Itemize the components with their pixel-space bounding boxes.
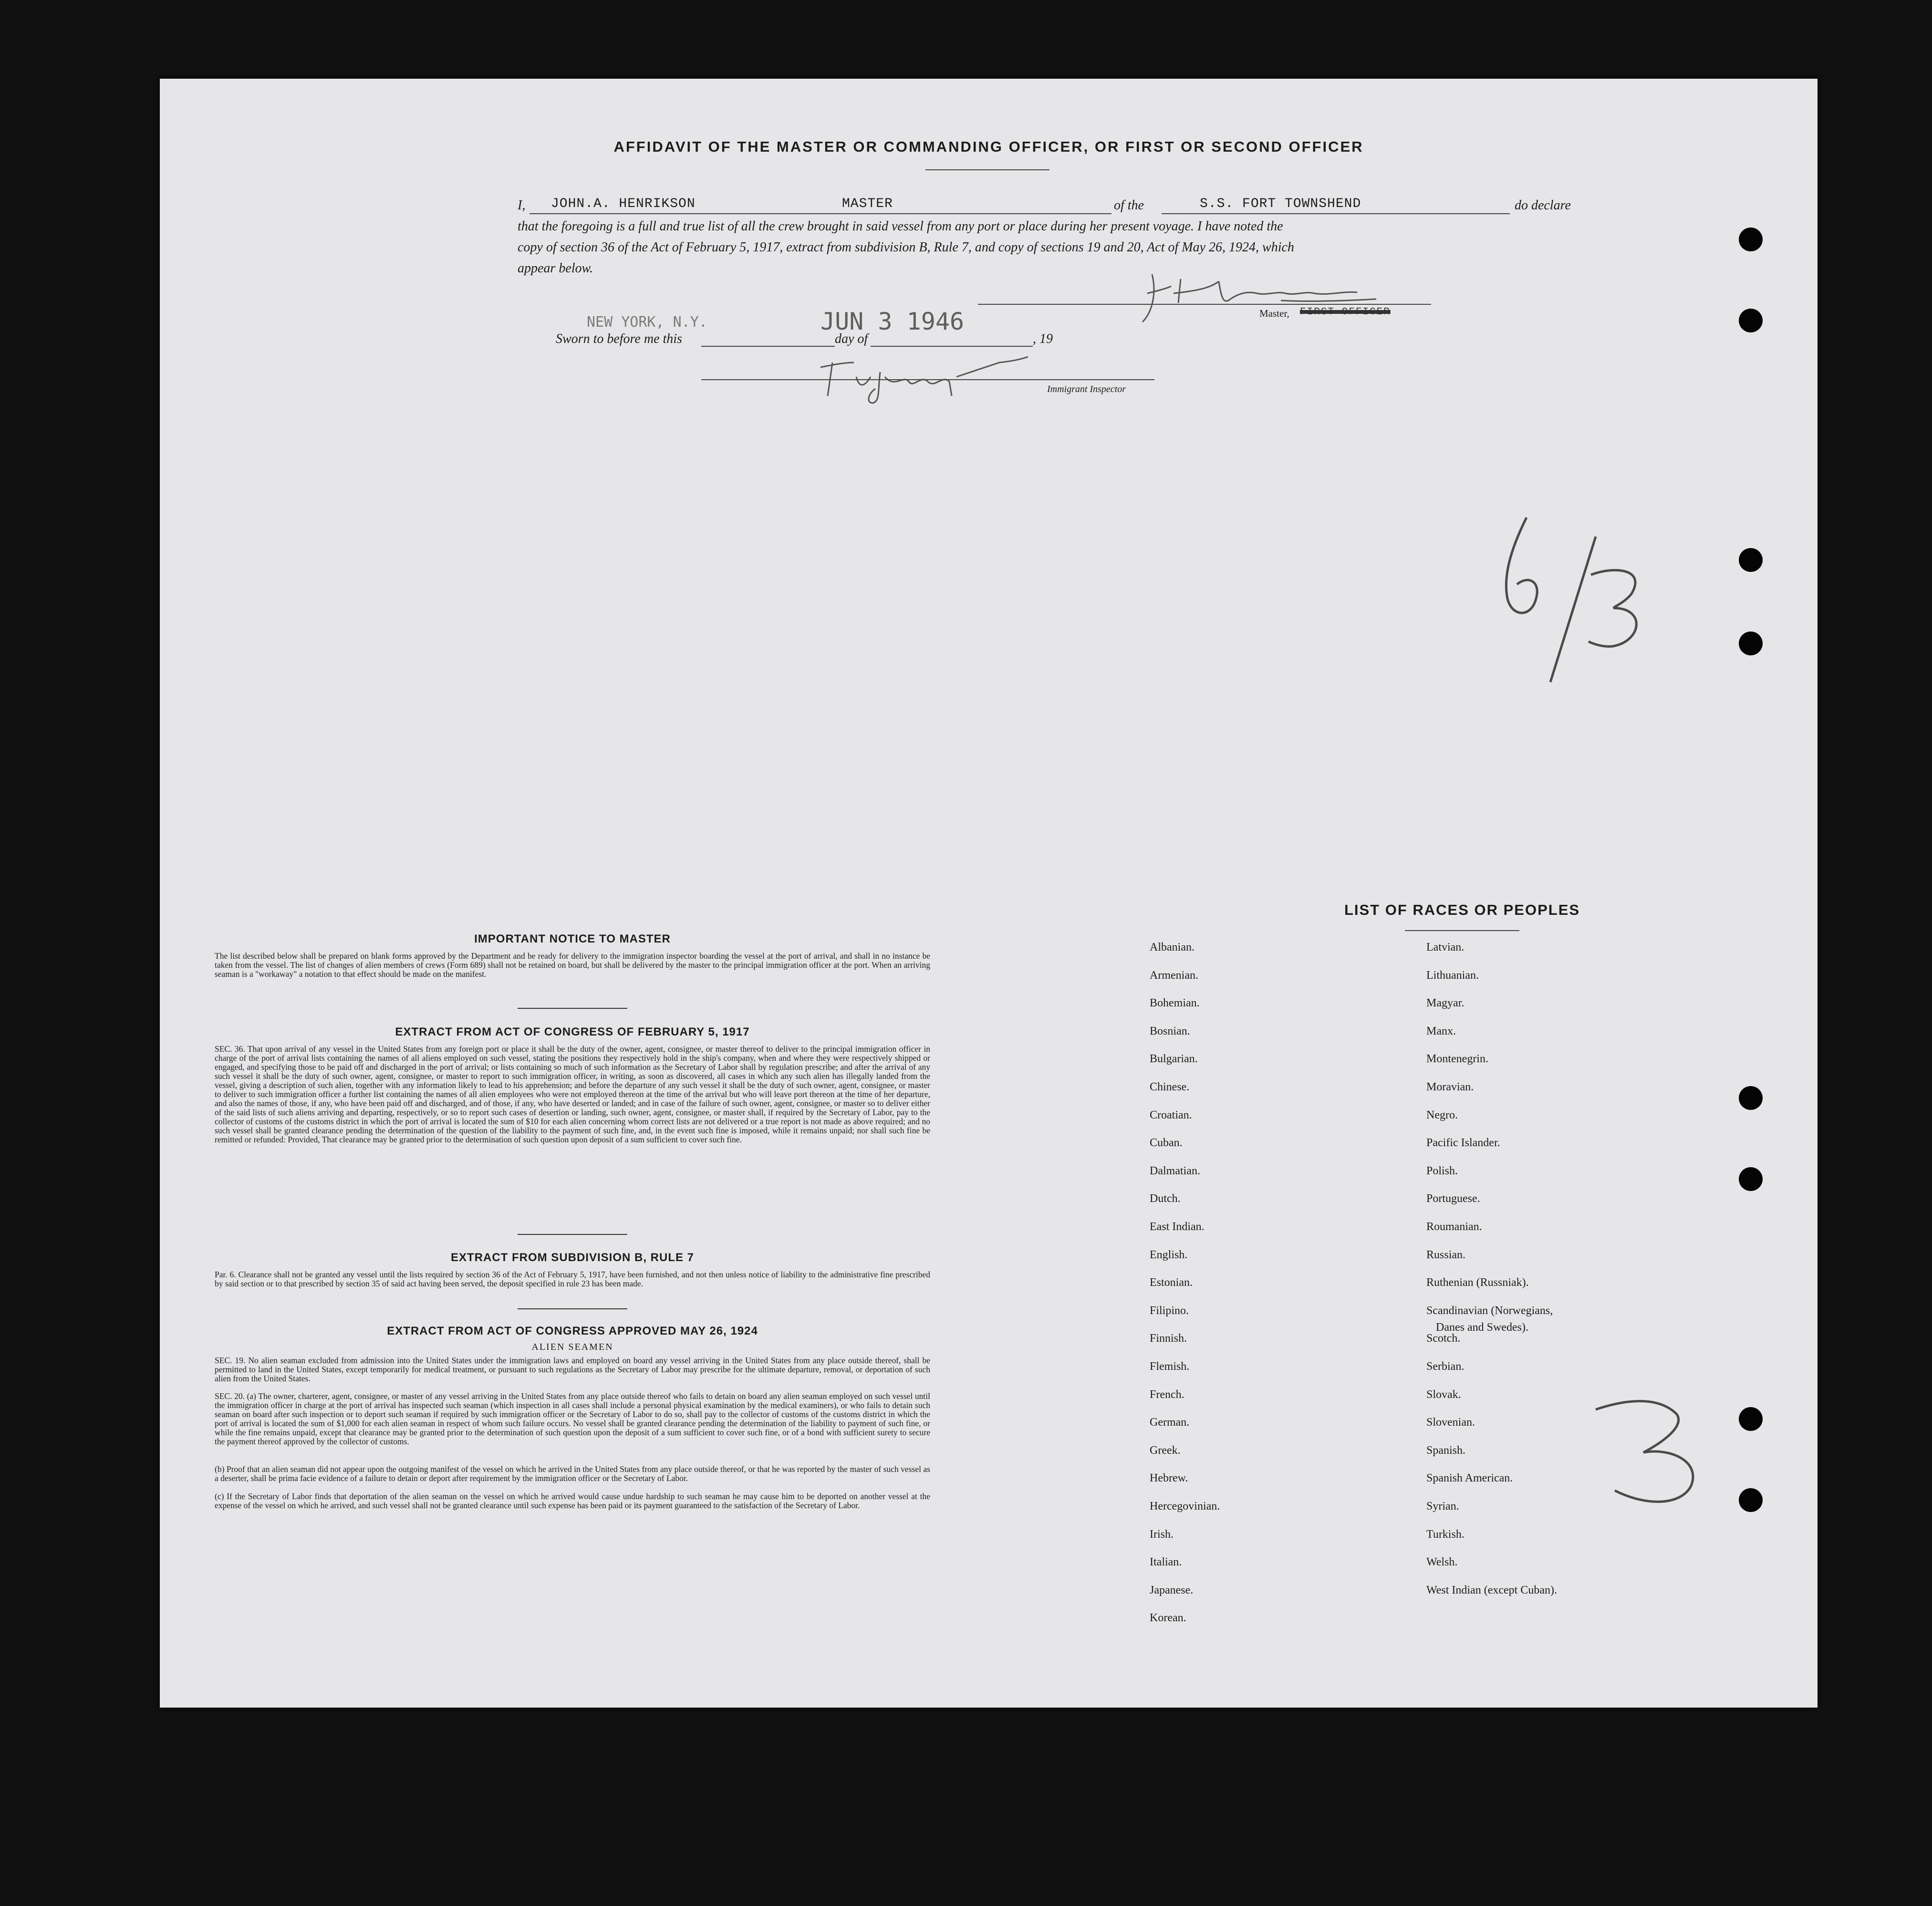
extract-1924-title: EXTRACT FROM ACT OF CONGRESS APPROVED MAY 26, 1924 (387, 1325, 758, 1337)
affidavit-title: AFFIDAVIT OF THE MASTER OR COMMANDING OFFICER, OR FIRST OR SECOND OFFICER (613, 138, 1364, 155)
race-item: Syrian. (1426, 1500, 1459, 1512)
race-item: Montenegrin. (1426, 1053, 1488, 1065)
race-item: Negro. (1426, 1109, 1458, 1121)
rule7-body: Par. 6. Clearance shall not be granted any vessel until the lists required by section 36 of the Act of February 5, 1917, have been furnished, and not then unless notice of liability to the administrative fine prescribed by said section or to that prescribed by section 35 of said act having been served, the deposit specified in rule 23 has been made. (215, 1270, 930, 1288)
race-item: Bohemian. (1150, 997, 1200, 1009)
affidavit-line-1: I, (518, 198, 526, 213)
race-item: Chinese. (1150, 1081, 1190, 1093)
race-item: Slovenian. (1426, 1416, 1475, 1429)
race-item: Slovak. (1426, 1388, 1461, 1401)
race-item: Manx. (1426, 1025, 1456, 1037)
race-item: Filipino. (1150, 1305, 1189, 1317)
vessel-underline (1162, 213, 1510, 214)
race-item: Irish. (1150, 1528, 1174, 1541)
page-fraction-annotation (1474, 498, 1674, 689)
race-item: French. (1150, 1388, 1184, 1401)
race-item: Portuguese. (1426, 1192, 1480, 1205)
section-19-body: SEC. 19. No alien seaman excluded from admission into the United States under the immigration laws and employed on board any vessel arriving in the United States from any place outside thereof, shall be permitted to land in the United States, except temporarily for medical treatment, or pursuant to such regulations as the Secretary of Labor may prescribe for the ultimate departure, removal, or deportation of such alien from the United States. (215, 1356, 930, 1383)
of-the-label: of the (1114, 198, 1144, 213)
punch-hole (1739, 228, 1763, 251)
race-item: Lithuanian. (1426, 969, 1479, 982)
race-item: Albanian. (1150, 941, 1195, 953)
separator (518, 1308, 627, 1309)
rule7-title: EXTRACT FROM SUBDIVISION B, RULE 7 (450, 1251, 695, 1264)
race-item: English. (1150, 1249, 1188, 1261)
race-item: Spanish. (1426, 1444, 1466, 1457)
race-item: Spanish American. (1426, 1472, 1513, 1484)
race-item: Russian. (1426, 1249, 1466, 1261)
race-item: Magyar. (1426, 997, 1465, 1009)
notice-title: IMPORTANT NOTICE TO MASTER (474, 932, 671, 945)
extract-1924-subtitle: ALIEN SEAMEN (531, 1342, 613, 1352)
race-item: Bulgarian. (1150, 1053, 1198, 1065)
race-item: Serbian. (1426, 1360, 1465, 1373)
affidavit-line-4: appear below. (518, 261, 593, 276)
name-underline (530, 213, 1111, 214)
extract-1917-title: EXTRACT FROM ACT OF CONGRESS OF FEBRUARY 5, 1917 (395, 1026, 750, 1038)
inspector-signature (818, 348, 1033, 405)
race-item: Scandinavian (Norwegians, (1426, 1305, 1553, 1317)
race-item: Italian. (1150, 1556, 1182, 1568)
section-20c-body: (c) If the Secretary of Labor finds that deportation of the alien seaman on the vessel on which he arrived would cause undue hardship to such seaman he may cause him to be deported on another vessel at the expense of the vessel on which he arrived, and such vessel shall not be granted clearance until such expense has been paid or its payment guaranteed to the satisfaction of the Secretary of Labor. (215, 1492, 930, 1510)
race-item: Finnish. (1150, 1332, 1187, 1345)
race-item: Latvian. (1426, 941, 1465, 953)
race-item: Greek. (1150, 1444, 1181, 1457)
race-item: Armenian. (1150, 969, 1198, 982)
race-continuation: Danes and Swedes). (1436, 1321, 1528, 1334)
punch-hole (1739, 1086, 1763, 1110)
section-20b-body: (b) Proof that an alien seaman did not appear upon the outgoing manifest of the vessel on which he arrived in the United States from any place outside thereof, or that he was reported by the master of such vessel as a deserter, shall be prima facie evidence of a failure to detain or deport after requirement by the immigration officer or the Secretary of Labor. (215, 1464, 930, 1483)
document-page (160, 79, 1818, 1708)
stamp-place: NEW YORK, N.Y. (587, 314, 707, 331)
separator (518, 1234, 627, 1235)
day-of-label: day of (835, 331, 868, 346)
race-item: Flemish. (1150, 1360, 1190, 1373)
sworn-label: Sworn to before me this (556, 331, 682, 346)
race-item: Turkish. (1426, 1528, 1465, 1541)
punch-hole (1739, 1407, 1763, 1431)
extract-1917-body: SEC. 36. That upon arrival of any vessel in the United States from any foreign port or place it shall be the duty of the owner, agent, consignee, or master thereof to deliver to the principal immigration officer in charge of the port of arrival lists containing the names of all aliens employed on such vessel, stating the positions they respectively hold in the ship's company, when and where they were respectively shipped or engaged, and specifying those to be paid off and discharged in the port of arrival; or lists containing so much of such information as the Secretary of Labor shall by regulation prescribe; and after the arrival of any such vessel it shall be the duty of such owner, agent, consignee, or master to report to such immigration officer, in writing, as soon as discovered, all cases in which any such alien has illegally landed from the vessel, giving a description of such alien, together with any information likely to lead to his apprehension; and before the departure of any such vessel it shall be the duty of such owner, agent, consignee, or master to deliver to such immigration officer a further list containing the names of all alien employees who were not employed thereon at the time of the arrival but who will leave port thereon at the time of her departure, and also the names of those, if any, who have been paid off and discharged, and of those, if any, who have deserted or landed; and in case of the failure of such owner, agent, consignee, or master so to deliver either of the said lists of such aliens arriving and departing, respectively, or so to report such cases of desertion or landing, such owner, agent, consignee, or master shall, if required by the Secretary of Labor, pay to the collector of customs of the customs district in which the port of arrival is located the sum of $10 for each alien concerning whom correct lists are not delivered or a true report is not made as above required; and no such vessel shall be granted clearance pending the determination of the question of the liability to the payment of such fine, and, in the event such fine is imposed, while it remains unpaid; nor shall such fine be remitted or refunded: Provided, That clearance may be granted prior to the determination of such question upon deposit of a sum sufficient to cover such fine. (215, 1044, 930, 1144)
race-item: Hercegovinian. (1150, 1500, 1220, 1512)
master-rank: MASTER (842, 197, 893, 211)
inspector-signature-line (701, 379, 1154, 380)
race-item: Cuban. (1150, 1137, 1183, 1149)
title-rule (925, 169, 1049, 170)
race-item: Pacific Islander. (1426, 1137, 1500, 1149)
page-number-annotation (1586, 1395, 1710, 1514)
punch-hole (1739, 1167, 1763, 1191)
race-item: Polish. (1426, 1165, 1458, 1177)
vessel-name: S.S. FORT TOWNSHEND (1200, 197, 1361, 211)
race-item: Ruthenian (Russniak). (1426, 1276, 1529, 1289)
master-name: JOHN.A. HENRIKSON (551, 197, 696, 211)
race-item: West Indian (except Cuban). (1426, 1584, 1557, 1596)
sworn-month-line (871, 346, 1033, 347)
race-item: Roumanian. (1426, 1221, 1482, 1233)
race-item: Estonian. (1150, 1276, 1193, 1289)
race-item: East Indian. (1150, 1221, 1205, 1233)
stamp-date: JUN 3 1946 (821, 308, 965, 335)
race-item: Bosnian. (1150, 1025, 1190, 1037)
separator (518, 1008, 627, 1009)
do-declare-label: do declare (1515, 198, 1571, 213)
race-item: Hebrew. (1150, 1472, 1188, 1484)
year-label: , 19 (1033, 331, 1053, 346)
race-item: Scotch. (1426, 1332, 1461, 1345)
notice-body: The list described below shall be prepared on blank forms approved by the Department and be ready for delivery to the immigration inspector boarding the vessel at the port of arrival, and shall in no instance be taken from the vessel. The list of changes of alien members of crews (Form 689) shall not be retained on board, but shall be delivered by the master to the principal immigration officer at the port. When an arriving seaman is a "workaway" a notation to that effect should be made on the manifest. (215, 951, 930, 979)
race-item: German. (1150, 1416, 1190, 1429)
master-label: Master, (1259, 308, 1289, 319)
punch-hole (1739, 632, 1763, 655)
punch-hole (1739, 309, 1763, 332)
punch-hole (1739, 1488, 1763, 1512)
section-20a-body: SEC. 20. (a) The owner, charterer, agent, consignee, or master of any vessel arriving in the United States from any place outside thereof who fails to detain on board any alien seaman employed on such vessel until the immigration officer in charge at the port of arrival has inspected such seaman (which inspection in all cases shall include a personal physical examination by the medical examiners), or who fails to detain such seaman on board after such inspection or to deport such seaman if required by such immigration officer or the Secretary of Labor to do so, shall pay to the collector of customs of the customs district in which the port of arrival is located the sum of $1,000 for each alien seaman in respect of whom such failure occurs. No vessel shall be granted clearance pending the determination of the liability to payment of such fine, or while the fine remains unpaid, except that clearance may be granted prior to the determination of such question upon the deposit of a sum sufficient to cover such fine, or of a bond with sufficient surety to secure the payment thereof approved by the collector of customs. (215, 1391, 930, 1446)
races-title: LIST OF RACES OR PEOPLES (1344, 901, 1580, 918)
races-title-rule (1405, 930, 1519, 931)
race-item: Croatian. (1150, 1109, 1192, 1121)
race-item: Dalmatian. (1150, 1165, 1200, 1177)
race-item: Welsh. (1426, 1556, 1458, 1568)
race-item: Dutch. (1150, 1192, 1181, 1205)
race-item: Korean. (1150, 1612, 1186, 1624)
race-item: Moravian. (1426, 1081, 1474, 1093)
affidavit-line-2: that the foregoing is a full and true list of all the crew brought in said vessel from any port or place during her present voyage. I have noted the (518, 219, 1283, 234)
struck-title: FIRST OFFICER (1300, 307, 1391, 318)
sworn-day-line (701, 346, 835, 347)
race-item: Japanese. (1150, 1584, 1194, 1596)
punch-hole (1739, 548, 1763, 572)
inspector-label: Immigrant Inspector (1047, 384, 1126, 394)
affidavit-line-3: copy of section 36 of the Act of February 5, 1917, extract from subdivision B, Rule 7, and copy of sections 19 and 20, Act of May 26, 1924, which (518, 240, 1294, 255)
